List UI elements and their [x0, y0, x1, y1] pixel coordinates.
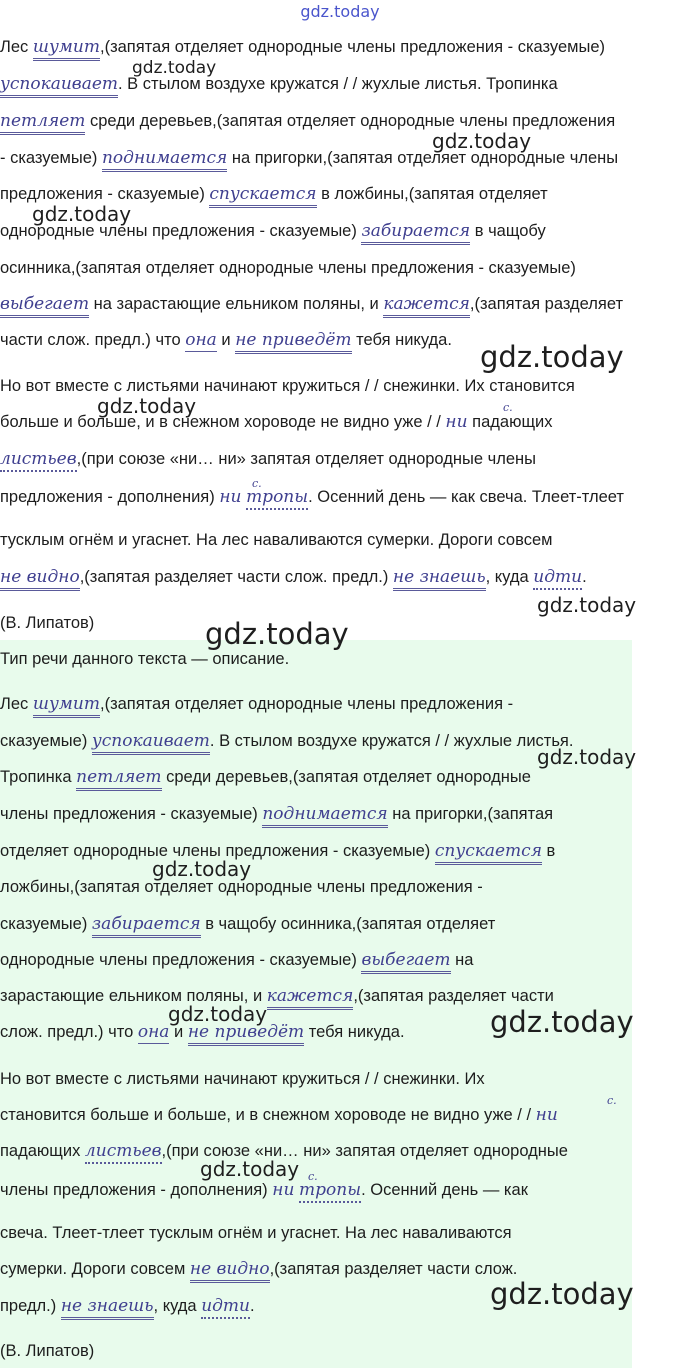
predicate: шумит — [33, 694, 100, 718]
conjunction: ни — [535, 1105, 558, 1125]
predicate: шумит — [33, 37, 100, 61]
text-line: тусклым огнём и угаснет. На лес наваливаются сумерки. Дороги совсем — [0, 531, 553, 549]
text-line: успокаивает. В стылом воздухе кружатся / / жухлые листья. Тропинка — [0, 73, 558, 95]
text-line: сказуемые) забирается в чащобу осинника,(запятая отделяет — [0, 913, 495, 935]
text-line: становится больше и больше, и в снежном хороводе не видно уже / / ни — [0, 1105, 558, 1125]
text-type-line: Тип речи данного текста — описание. — [0, 650, 290, 668]
watermark: gdz.today — [480, 340, 624, 374]
predicate: не видно — [190, 1259, 270, 1283]
text-line: зарастающие ельником поляны, и кажется,(запятая разделяет части — [0, 985, 554, 1007]
conjunction-marker: с. — [308, 1170, 318, 1183]
predicate: кажется — [383, 294, 470, 318]
object: листьев — [85, 1141, 162, 1164]
object: тропы — [299, 1180, 361, 1203]
text-line: - сказуемые) поднимается на пригорки,(запятая отделяет однородные члены — [0, 147, 618, 169]
site-header-logo[interactable]: gdz.today — [300, 2, 380, 21]
text-line: свеча. Тлеет-тлеет тусклым огнём и угаснет. На лес наваливаются — [0, 1224, 512, 1242]
predicate: петляет — [76, 767, 161, 791]
text-line: Тропинка петляет среди деревьев,(запятая отделяет однородные — [0, 766, 531, 788]
text-line: члены предложения - дополнения) ни тропы. Осенний день — как — [0, 1179, 528, 1201]
watermark: gdz.today — [205, 617, 349, 651]
text-line: отделяет однородные члены предложения - сказуемые) спускается в — [0, 840, 555, 862]
watermark: gdz.today — [490, 1277, 634, 1311]
text-line: листьев,(при союзе «ни… ни» запятая отделяет однородные члены — [0, 448, 536, 470]
predicate: не приведёт — [235, 330, 351, 354]
subject: она — [137, 1022, 170, 1042]
text-line: Но вот вместе с листьями начинают кружиться / / снежинки. Их — [0, 1070, 485, 1088]
text-line: Лес шумит,(запятая отделяет однородные члены предложения - — [0, 693, 513, 715]
watermark: gdz.today — [152, 857, 252, 881]
text-line: осинника,(запятая отделяет однородные члены предложения - сказуемые) — [0, 259, 576, 277]
conjunction: ни — [219, 487, 242, 507]
text-line: не видно,(запятая разделяет части слож. предл.) не знаешь, куда идти. — [0, 566, 587, 588]
text-line: больше и больше, и в снежном хороводе не видно уже / / ни падающих — [0, 412, 553, 432]
watermark: gdz.today — [537, 593, 637, 617]
object: листьев — [0, 449, 77, 472]
text-line: сказуемые) успокаивает. В стылом воздухе кружатся / / жухлые листья. — [0, 730, 573, 752]
predicate: выбегает — [361, 950, 450, 974]
conjunction-marker: с. — [503, 401, 513, 414]
watermark: gdz.today — [537, 745, 637, 769]
predicate: поднимается — [102, 148, 227, 172]
predicate: забирается — [361, 221, 470, 245]
watermark: gdz.today — [200, 1157, 300, 1181]
conjunction: ни — [272, 1180, 295, 1200]
text-line: части слож. предл.) что она и не приведёт тебя никуда. — [0, 329, 452, 351]
predicate: спускается — [209, 184, 316, 208]
watermark: gdz.today — [32, 202, 132, 226]
predicate: не видно — [0, 567, 80, 591]
conjunction-marker: с. — [607, 1094, 617, 1107]
text-line: сумерки. Дороги совсем не видно,(запятая разделяет части слож. — [0, 1258, 517, 1280]
predicate: успокаивает — [0, 74, 118, 98]
watermark: gdz.today — [432, 129, 532, 153]
watermark: gdz.today — [132, 58, 217, 78]
author: (В. Липатов) — [0, 1342, 95, 1360]
text-line: предложения - дополнения) ни тропы. Осенний день — как свеча. Тлеет-тлеет — [0, 486, 624, 508]
text-line: Но вот вместе с листьями начинают кружиться / / снежинки. Их становится — [0, 377, 575, 395]
text-line: падающих листьев,(при союзе «ни… ни» запятая отделяет однородные — [0, 1140, 568, 1162]
predicate: не приведёт — [188, 1022, 304, 1046]
subject: она — [185, 330, 217, 350]
text-line: предложения - сказуемые) спускается в ложбины,(запятая отделяет — [0, 183, 548, 205]
predicate: не знаешь — [393, 567, 486, 591]
predicate: забирается — [92, 914, 201, 938]
text-line: однородные члены предложения - сказуемые) забирается в чащобу — [0, 220, 546, 242]
watermark: gdz.today — [168, 1002, 268, 1026]
text-line: однородные члены предложения - сказуемые) выбегает на — [0, 949, 473, 971]
text-line: выбегает на зарастающие ельником поляны, и кажется,(запятая разделяет — [0, 293, 623, 315]
author: (В. Липатов) — [0, 614, 95, 632]
text-line: ложбины,(запятая отделяет однородные члены предложения - — [0, 878, 483, 896]
text-line: слож. предл.) что она и не приведёт тебя никуда. — [0, 1021, 405, 1043]
text-line: Лес шумит,(запятая отделяет однородные члены предложения - сказуемые) — [0, 36, 605, 58]
watermark: gdz.today — [490, 1005, 634, 1039]
text-line: предл.) не знаешь, куда идти. — [0, 1295, 255, 1317]
conjunction: ни — [445, 412, 468, 432]
text-line: члены предложения - сказуемые) поднимается на пригорки,(запятая — [0, 803, 553, 825]
predicate: кажется — [267, 986, 354, 1010]
object: идти — [533, 567, 582, 590]
predicate: не знаешь — [61, 1296, 154, 1320]
predicate: спускается — [435, 841, 542, 865]
conjunction-marker: с. — [252, 477, 262, 490]
predicate: выбегает — [0, 294, 89, 318]
watermark: gdz.today — [97, 394, 197, 418]
predicate: петляет — [0, 111, 85, 135]
object: идти — [201, 1296, 250, 1319]
predicate: успокаивает — [92, 731, 210, 755]
predicate: поднимается — [262, 804, 387, 828]
object: тропы — [246, 487, 308, 510]
text-line: петляет среди деревьев,(запятая отделяет однородные члены предложения — [0, 110, 615, 132]
